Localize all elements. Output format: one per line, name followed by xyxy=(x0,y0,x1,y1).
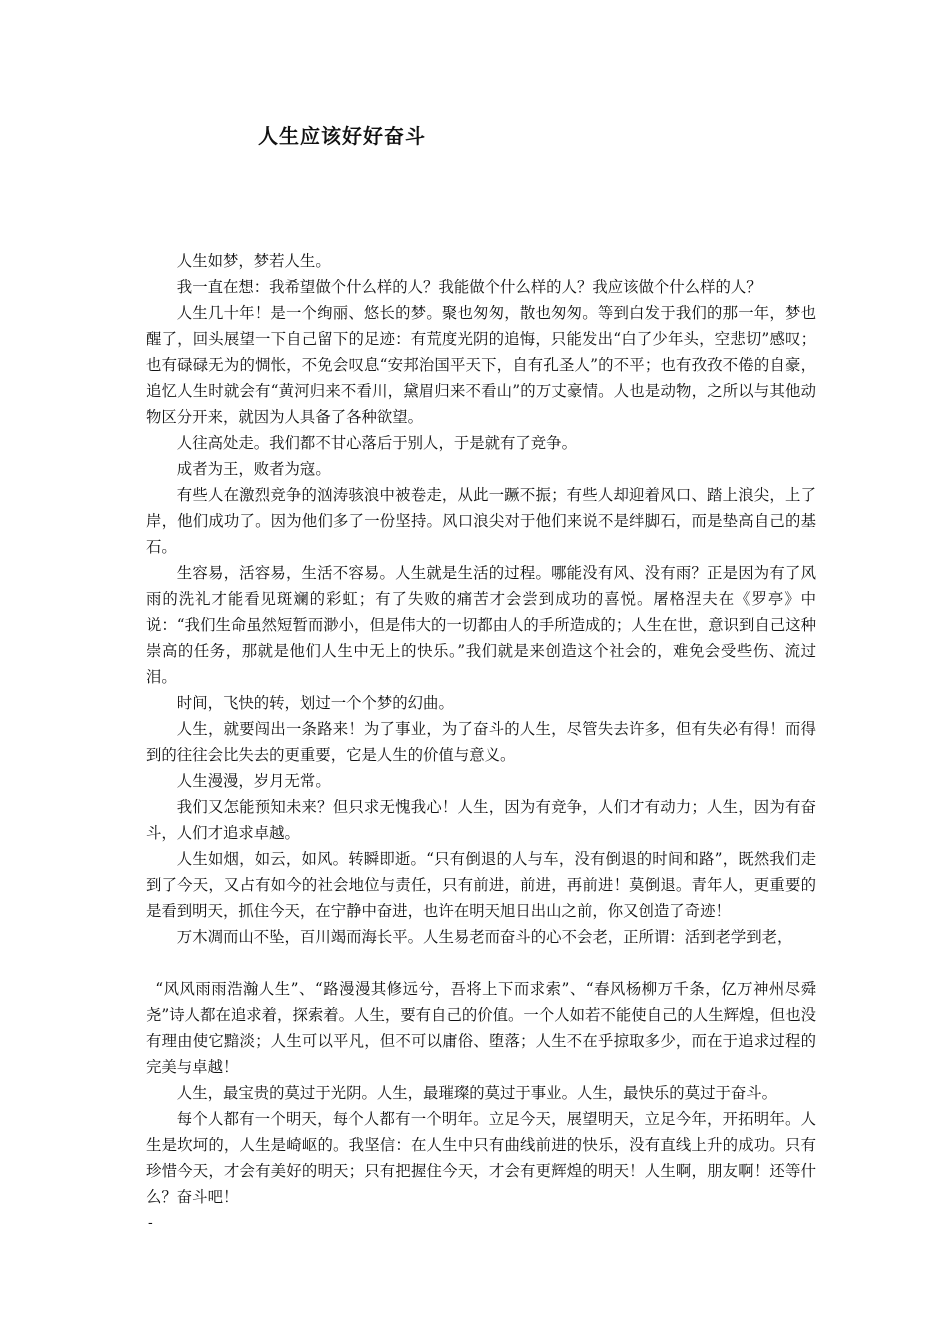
paragraph: 人生如烟，如云，如风。转瞬即逝。“只有倒退的人与车，没有倒退的时间和路”，既然我们走到了今天，又占有如今的社会地位与责任，只有前进，前进，再前进！莫倒退。青年人，更重要的是看到明天，抓住今天，在宁静中奋进，也许在明天旭日出山之前，你又创造了奇迹！ xyxy=(146,850,816,920)
document-body xyxy=(146,248,816,1236)
paragraph: 人往高处走。我们都不甘心落后于别人，于是就有了竞争。 xyxy=(176,434,577,452)
paragraph: 我们又怎能预知未来？但只求无愧我心！人生，因为有竞争，人们才有动力；人生，因为有奋斗，人们才追求卓越。 xyxy=(146,798,816,842)
paragraph: 生容易，活容易，生活不容易。人生就是生活的过程。哪能没有风、没有雨？正是因为有了风雨的洗礼才能看见斑斓的彩虹；有了失败的痛苦才会尝到成功的喜悦。屠格涅夫在《罗亭》中说：“我们生命虽然短暂而渺小，但是伟大的一切都由人的手所造成的；人生在世，意识到自己这种崇高的任务，那就是他们人生中无上的快乐。”我们就是来创造这个社会的，难免会受些伤、流过泪。 xyxy=(146,564,816,686)
paragraph: 人生，最宝贵的莫过于光阴。人生，最璀璨的莫过于事业。人生，最快乐的莫过于奋斗。 xyxy=(176,1084,778,1102)
paragraph: 每个人都有一个明天，每个人都有一个明年。立足今天，展望明天，立足今年，开拓明年。人生是坎坷的，人生是崎岖的。我坚信：在人生中只有曲线前进的快乐，没有直线上升的成功。只有珍惜今天，才会有美好的明天；只有把握住今天，才会有更辉煌的明天！人生啊，朋友啊！还等什么？奋斗吧！ xyxy=(146,1110,816,1206)
paragraph: “风风雨雨浩瀚人生”、“路漫漫其修远兮，吾将上下而求索”、“春风杨柳万千条，亿万神州尽舜尧”诗人都在追求着，探索着。人生，要有自己的价值。一个人如若不能使自己的人生辉煌，但也没有理由使它黯淡；人生可以平凡，但不可以庸俗、堕落；人生不在乎掠取多少，而在于追求过程的完美与卓越！ xyxy=(146,980,816,1076)
document-title: 人生应该好好奋斗 xyxy=(258,124,426,148)
end-mark: - xyxy=(148,1215,153,1231)
paragraph: 人生，就要闯出一条路来！为了事业，为了奋斗的人生，尽管失去许多，但有失必有得！而得到的往往会比失去的更重要，它是人生的价值与意义。 xyxy=(146,720,816,764)
paragraph: 人生几十年！是一个绚丽、悠长的梦。聚也匆匆，散也匆匆。等到白发于我们的那一年，梦也醒了，回头展望一下自己留下的足迹：有荒度光阴的追悔，只能发出“白了少年头，空悲切”感叹；也有碌碌无为的惆怅，不免会叹息“安邦治国平天下，自有孔圣人”的不平；也有孜孜不倦的自豪，追忆人生时就会有“黄河归来不看川，黛眉归来不看山”的万丈豪情。人也是动物，之所以与其他动物区分开来，就因为人具备了各种欲望。 xyxy=(146,304,816,426)
paragraph: 万木凋而山不坠，百川竭而海长平。人生易老而奋斗的心不会老，正所谓：活到老学到老， xyxy=(176,928,793,946)
paragraph: 人生如梦，梦若人生。 xyxy=(176,252,331,270)
paragraph: 成者为王，败者为寇。 xyxy=(176,460,331,478)
paragraph: 人生漫漫，岁月无常。 xyxy=(176,772,331,790)
paragraph: 时间，飞快的转，划过一个个梦的幻曲。 xyxy=(176,694,454,712)
paragraph: 我一直在想：我希望做个什么样的人？我能做个什么样的人？我应该做个什么样的人？ xyxy=(176,278,762,296)
paragraph: 有些人在激烈竞争的汹涛骇浪中被卷走，从此一蹶不振；有些人却迎着风口、踏上浪尖，上了岸，他们成功了。因为他们多了一份坚持。风口浪尖对于他们来说不是绊脚石，而是垫高自己的基石。 xyxy=(146,486,816,556)
